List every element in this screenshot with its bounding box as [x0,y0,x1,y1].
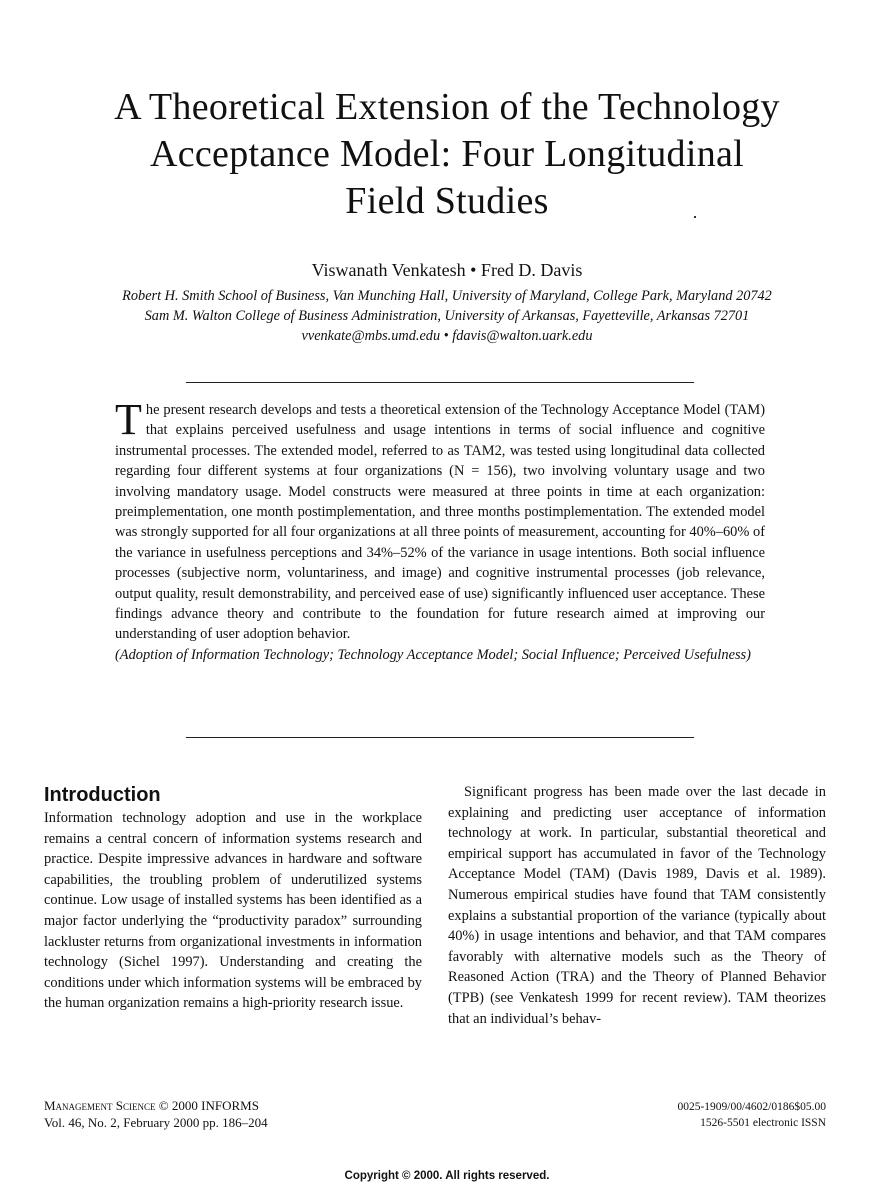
abstract [115,395,765,665]
journal-citation [44,1097,268,1131]
intro-right-column [448,782,826,1029]
abstract-text: he present research develops and tests a theoretical extension of the Technology Acceptance Model (TAM) that explains perceived usefulness and usage intentions in terms of social influence and cognitive instrumental processes. The extended model, referred to as TAM2, was tested using longitudinal data collected regarding four different systems at four organizations (N = 156), two involving voluntary usage and two involving mandatory usage. Model constructs were measured at three points in time at each organization: preimplementation, one month postimplementation, and three months postimplementation. The extended model was strongly supported for all four organizations at all three points of measurement, accounting for 40%–60% of the variance in usefulness perceptions and 34%–52% of the variance in usage intentions. Both social influence processes (subjective norm, voluntariness, and image) and cognitive instrumental processes (job relevance, output quality, result demonstrability, and perceived ease of use) significantly influenced user acceptance. These findings advance theory and contribute to the foundation for future research aimed at improving our understanding of user adoption behavior. [115,402,765,643]
intro-paragraph-continued: Significant progress has been made over the last decade in explaining and predicting user acceptance of information technology at work. In particular, substantial theoretical and empirical support has accumulated in favor of the Technology Acceptance Model (TAM) (Davis 1989, Davis et al. 1989). Numerous empirical studies have found that TAM consistently explains a substantial proportion of the variance (typically about 40%) in usage intentions and behavior, and that TAM compares favorably with alternative models such as the Theory of Reasoned Action (TRA) and the Theory of Planned Behavior (TPB) (see Venkatesh 1999 for recent review). TAM theorizes that an individual’s behav- [448,784,826,1027]
intro-paragraph: Information technology adoption and use in the workplace remains a central concern of information systems research and practice. Despite impressive advances in hardware and software capabilities, the troubling problem of underutilized systems continue. Low usage of installed systems has been identified as a major factor underlying the “productivity paradox” surrounding lackluster returns from organizational investments in information technology (Sichel 1997). Understanding and creating the conditions under which information systems will be embraced by the human organization remains a high-priority research issue. [44,810,422,1012]
title-line: Acceptance Model: Four Longitudinal [149,133,745,175]
issn-electronic: 1526-5501 electronic ISSN [700,1117,826,1129]
journal-name: Management Science © 2000 INFORMS [44,1098,259,1113]
section-heading: Introduction [44,784,161,806]
author-emails: vvenkate@mbs.umd.edu • fdavis@walton.uark.edu [301,328,593,344]
divider-top [186,382,694,383]
paper-title [0,84,894,225]
authors: Viswanath Venkatesh • Fred D. Davis [311,260,583,280]
divider-bottom [186,737,694,738]
issn-print: 0025-1909/00/4602/0186$05.00 [677,1101,826,1113]
speck [694,216,696,218]
title-line: Field Studies [345,180,549,222]
issn-block [677,1099,826,1131]
intro-left-column [44,782,422,1014]
journal-volume: Vol. 46, No. 2, February 2000 pp. 186–204 [44,1115,268,1130]
abstract-dropcap: T [115,395,142,444]
title-line: A Theoretical Extension of the Technology [114,86,780,128]
affiliation-arkansas: Sam M. Walton College of Business Administration, University of Arkansas, Fayetteville, Arkansas 72701 [144,308,750,324]
affiliation-maryland: Robert H. Smith School of Business, Van Munching Hall, University of Maryland, College Park, Maryland 20742 [122,288,772,304]
copyright-notice: Copyright © 2000. All rights reserved. [344,1170,550,1182]
abstract-keywords: (Adoption of Information Technology; Technology Acceptance Model; Social Influence; Perceived Usefulness) [115,646,751,663]
